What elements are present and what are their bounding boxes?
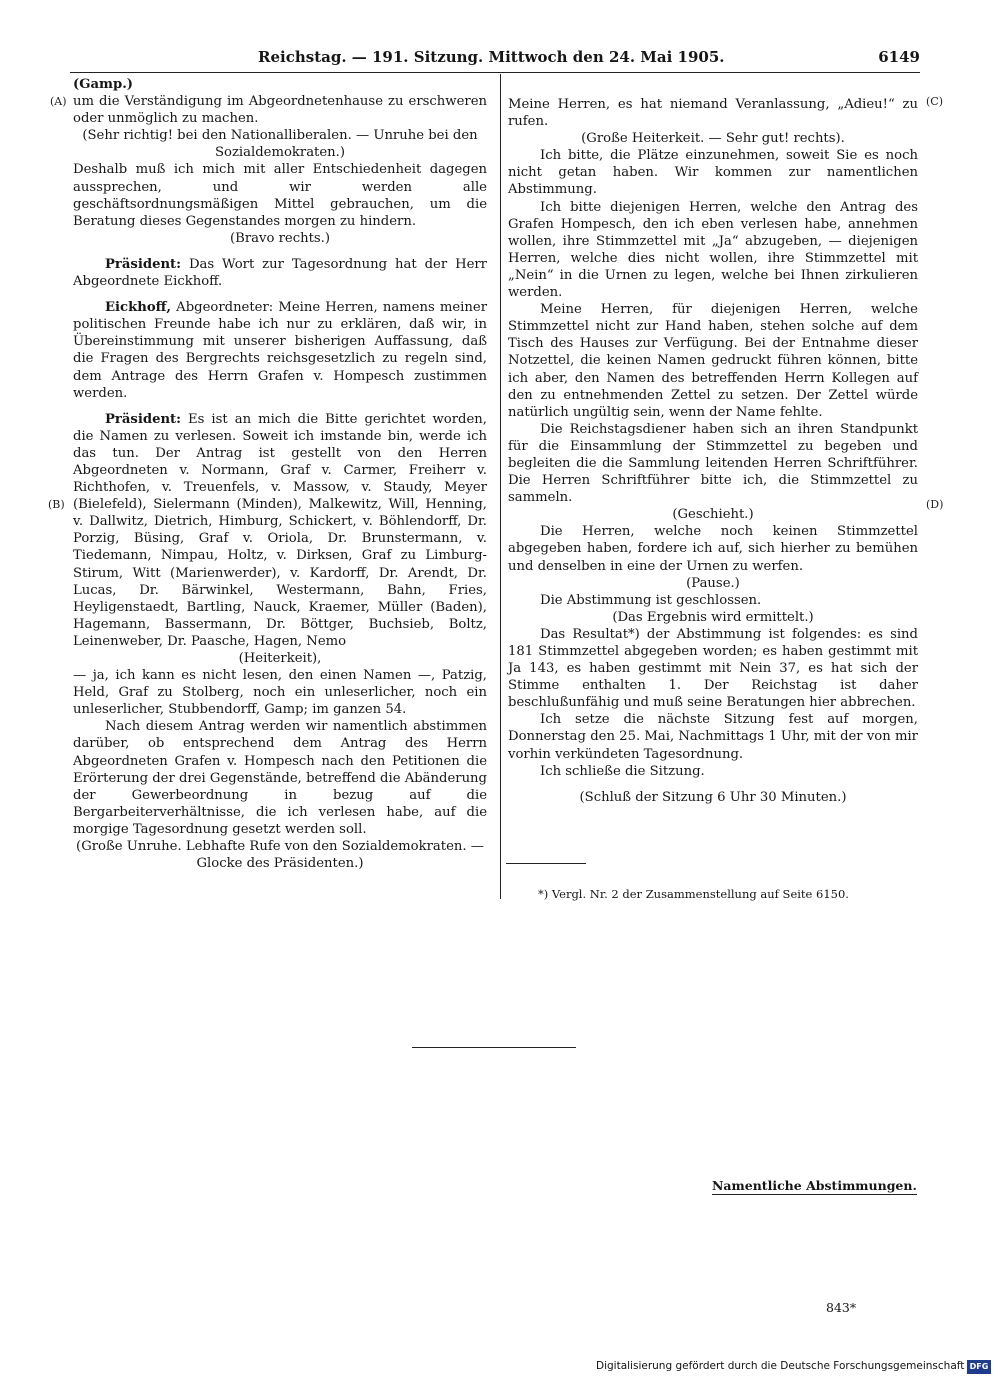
margin-marker-d: (D) [926, 498, 944, 511]
margin-marker-b: (B) [48, 498, 65, 511]
page-header-title: Reichstag. — 191. Sitzung. Mittwoch den 24. Mai 1905. [258, 48, 725, 66]
footnote: *) Vergl. Nr. 2 der Zusammenstellung auf Seite 6150. [538, 887, 849, 901]
dfg-logo: DFG [967, 1360, 991, 1374]
paragraph: — ja, ich kann es nicht lesen, den einen Namen —, Patzig, Held, Graf zu Stolberg, noch ein unleserlicher, noch ein unleserlicher, Stubbendorff, Gamp; im ganzen 54. [73, 668, 487, 718]
paragraph: Die Reichstagsdiener haben sich an ihren Standpunkt für die Einsammlung der Stimmzettel zu begeben und begleiten die die Sammlung leitenden Herren Schriftführer. Die Herren Schriftführer bitte ich, die Stimmzettel zu sammeln. [508, 421, 918, 506]
interjection: (Große Unruhe. Lebhafte Rufe von den Sozialdemokraten. — Glocke des Präsidenten.) [76, 839, 484, 872]
margin-marker-c: (C) [926, 95, 943, 108]
interjection: (Große Heiterkeit. — Sehr gut! rechts). [581, 131, 845, 147]
digitization-credit: Digitalisierung gefördert durch die Deutsche Forschungsgemeinschaft [596, 1360, 965, 1372]
speech-paragraph [73, 411, 487, 650]
interjection: (Sehr richtig! bei den Nationalliberalen. — Unruhe bei den Sozialdemokraten.) [82, 128, 478, 161]
section-end-rule [412, 1047, 576, 1048]
speech-paragraph [73, 256, 487, 290]
paragraph: Die Herren, welche noch keinen Stimmzettel abgegeben haben, fordere ich auf, sich hierher zu bemühen und denselben in eine der Urnen zu werfen. [508, 524, 918, 574]
speaker-label: Präsident: [105, 256, 182, 272]
speaker-label: Präsident: [105, 411, 182, 427]
left-column [73, 76, 487, 872]
speaker-label: Eickhoff, [105, 300, 172, 316]
column-divider [500, 74, 501, 899]
page-number: 6149 [878, 48, 920, 66]
paragraph: Die Abstimmung ist geschlossen. [540, 592, 762, 608]
paragraph: Ich bitte, die Plätze einzunehmen, soweit Sie es noch nicht getan haben. Wir kommen zur namentlichen Abstimmung. [508, 148, 918, 198]
paragraph: Ich bitte diejenigen Herren, welche den Antrag des Grafen Hompesch, den ich eben verlesen habe, annehmen wollen, ihre Stimmzettel mit „Ja“ abzugeben, — diejenigen Herren, welche dies nicht wollen, ihre Stimmzettel mit „Nein“ in die Urnen zu legen, welche bei Ihnen zirkulieren werden. [508, 199, 918, 301]
paragraph-text: Das Wort zur Tagesordnung hat der Herr Abgeordnete Eickhoff. [73, 256, 487, 290]
interjection: (Bravo rechts.) [230, 230, 330, 246]
interjection: (Pause.) [686, 575, 740, 591]
paragraph-text: Abgeordneter: Meine Herren, namens meiner politischen Freunde habe ich nur zu erklären, daß wir, in Übereinstimmung mit unserer bisherigen Auffassung, daß die Fragen des Bergrechts reichsgesetzlich zu regeln sind, dem Antrage des Herrn Grafen v. Hompesch zustimmen werden. [73, 300, 488, 401]
paragraph: Meine Herren, für diejenigen Herren, welche Stimmzettel nicht zur Hand haben, stehen solche auf dem Tisch des Hauses zur Verfügung. Bei der Entnahme dieser Notzettel, die keinen Namen gedruckt führen können, bitte ich aber, den Namen des betreffenden Herrn Kollegen auf den zu entnehmenden Zettel zu setzen. Der Zettel würde natürlich ungültig sein, wenn der Name fehlte. [508, 302, 918, 420]
speaker-tag: (Gamp.) [73, 77, 134, 92]
sheet-mark: 843* [826, 1300, 857, 1315]
page-header [70, 46, 920, 73]
paragraph: Ich setze die nächste Sitzung fest auf morgen, Donnerstag den 25. Mai, Nachmittags 1 Uhr, mit der von mir vorhin verkündeten Tagesordnung. [508, 712, 918, 762]
footnote-rule [506, 863, 586, 864]
paragraph: Meine Herren, es hat niemand Veranlassung, „Adieu!“ zu rufen. [508, 97, 918, 130]
interjection: (Geschieht.) [672, 507, 754, 523]
paragraph: um die Verständigung im Abgeordnetenhause zu erschweren oder unmöglich zu machen. [73, 94, 487, 127]
session-close-note: (Schluß der Sitzung 6 Uhr 30 Minuten.) [579, 789, 847, 805]
paragraph-text: Es ist an mich die Bitte gerichtet worden, die Namen zu verlesen. Soweit ich imstande bin, werde ich das tun. Der Antrag ist gestellt von den Herren Abgeordneten v. Normann, Graf v. Carmer, Freiherr v. Richthofen, v. Treuenfels, v. Massow, v. Staudy, Meyer (Bielefeld), Sielermann (Minden), Malkewitz, Will, Henning, v. Dallwitz, Dietrich, Himburg, Schickert, v. Böhlendorff, Dr. Porzig, Büsing, Graf v. Oriola, Dr. Brunstermann, v. Tiedemann, Nimpau, Holtz, v. Dirksen, Graf zu Limburg-Stirum, Witt (Marienwerder), v. Kardorff, Dr. Arendt, Dr. Lucas, Dr. Bärwinkel, Westermann, Bahn, Fries, Heyligenstaedt, Bartling, Nauck, Kraemer, Müller (Baden), Hagemann, Bassermann, Dr. Böttger, Buchsieb, Boltz, Leinenweber, Dr. Paasche, Hagen, Nemo [73, 411, 487, 649]
speech-paragraph [73, 299, 487, 402]
paragraph: Nach diesem Antrag werden wir namentlich abstimmen darüber, ob entsprechend dem Antrag des Herrn Abgeordneten Grafen v. Hompesch nach den Petitionen die Erörterung der drei Gegenstände, betreffend die Abänderung der Gewerbeordnung in bezug auf die Bergarbeiterverhältnisse, die ich verlesen habe, auf die morgige Tagesordnung gesetzt werden soll. [73, 719, 487, 837]
interjection: (Das Ergebnis wird ermittelt.) [612, 609, 814, 625]
interjection: (Heiterkeit), [238, 651, 322, 666]
right-column [508, 96, 918, 806]
paragraph: Ich schließe die Sitzung. [540, 763, 705, 779]
paragraph: Das Resultat*) der Abstimmung ist folgendes: es sind 181 Stimmzettel abgegeben worden; es haben gestimmt mit Ja 143, es haben gestimmt mit Nein 37, es hat sich der Stimme enthalten 1. Der Reichstag ist daher beschlußunfähig und muß seine Beratungen hier abbrechen. [508, 626, 918, 711]
margin-marker-a: (A) [50, 95, 67, 108]
appendix-heading: Namentliche Abstimmungen. [712, 1178, 917, 1193]
paragraph: Deshalb muß ich mich mit aller Entschiedenheit dagegen aussprechen, und wir werden alle geschäftsordnungsmäßigen Mittel gebrauchen, um die Beratung dieses Gegenstandes morgen zu hindern. [73, 162, 487, 229]
